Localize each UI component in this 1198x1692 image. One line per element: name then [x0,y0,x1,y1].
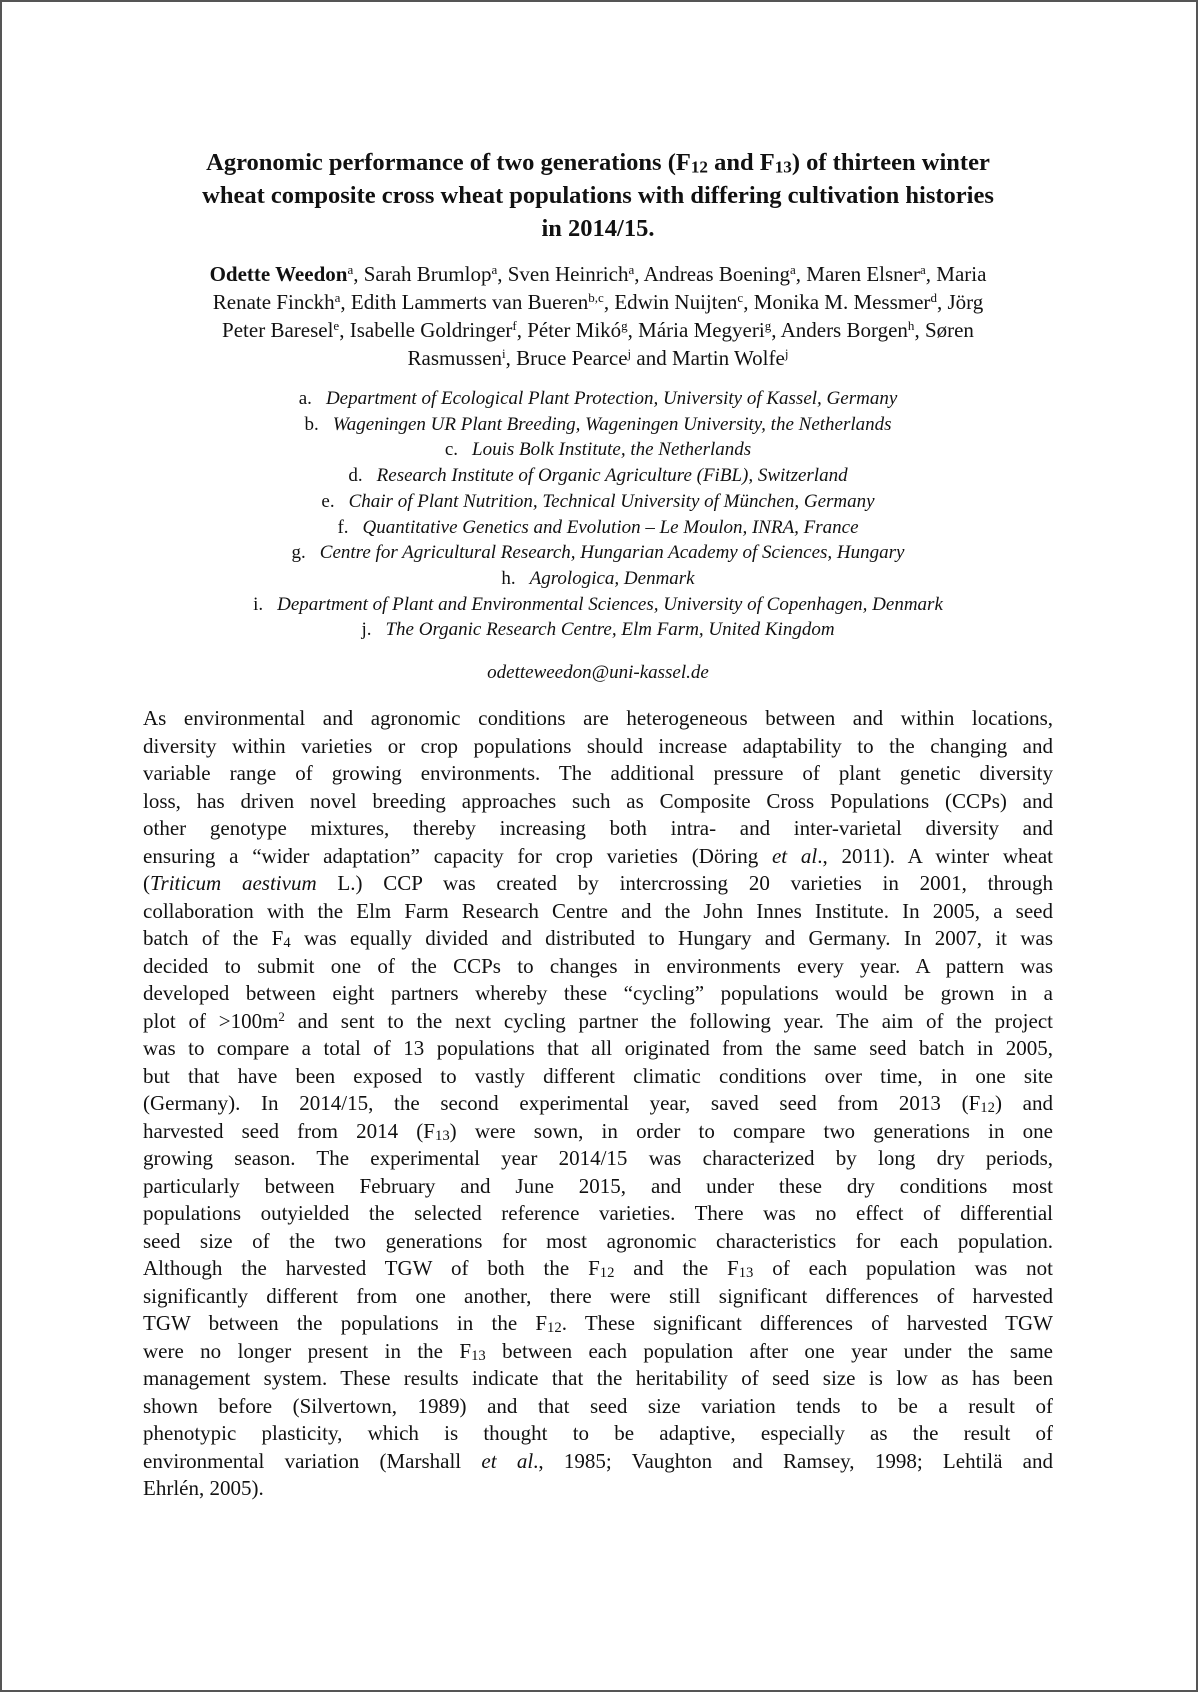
abstract-text: ., 2011). A winter wheat [817,843,1053,868]
abstract-text: environmental variation (Marshall [143,1448,482,1473]
affiliation-letter: e. [321,490,335,512]
abstract-subscript: 12 [980,1100,995,1117]
author-affiliation: a [334,289,341,305]
abstract-line: management system. These results indicate that the heritability of seed size is low as has been [143,1366,1053,1391]
author-affiliation: a [789,261,796,277]
abstract-line: loss, has driven novel breeding approaches such as Composite Cross Populations (CCPs) and [143,788,1053,813]
affiliation-item [143,515,1053,541]
affiliation-letter: c. [444,439,458,461]
author-affiliation: j [784,345,789,361]
abstract-line: developed between eight partners whereby these “cycling” populations would be grown in a [143,981,1053,1006]
title-text: ) of thirteen winter [791,149,990,176]
paper-page [143,146,1053,1503]
affiliation-letter: i. [253,593,264,615]
abstract-line [143,925,1053,953]
author-name: Mária Megyeri [638,318,765,342]
abstract-text: and the F [614,1256,739,1281]
author-affiliation: i [502,345,506,361]
abstract-text: of each population was not [753,1256,1054,1281]
author-affiliation: a [347,261,354,277]
abstract-line [143,1338,1053,1366]
affiliation-letter: f. [337,516,349,538]
affiliation-item [143,463,1053,489]
author-affiliation: h [907,317,915,333]
abstract-text: ., 1985; Vaughton and Ramsey, 1998; Lehtilä and [533,1448,1053,1473]
title-line-2: wheat composite cross wheat populations with differing cultivation histories [202,182,994,209]
author-name-part: Maria [936,262,987,286]
affiliation-item [143,592,1053,618]
abstract-text: Although the harvested TGW of both the F [143,1256,600,1281]
affiliation-letter: b. [304,413,319,435]
abstract-subscript: 13 [471,1347,486,1364]
affiliation-item [143,566,1053,592]
author-name: Isabelle Goldringer [349,318,513,342]
abstract-text: was equally divided and distributed to Hungary and Germany. In 2007, it was [290,926,1053,951]
author-conjunction: and [636,346,667,370]
abstract-text: harvested seed from 2014 (F [143,1118,435,1143]
author-affiliation: c [737,289,744,305]
author-name: Bruce Pearce [516,346,628,370]
affiliation-name: Quantitative Genetics and Evolution – Le Moulon, INRA, France [362,516,859,538]
author-name-part: Rasmussen [407,346,503,370]
abstract-italic: et al [481,1448,534,1473]
abstract-italic: Triticum aestivum [150,871,317,896]
abstract-line: was to compare a total of 13 populations that all originated from the same seed batch in 2005, [143,1036,1053,1061]
abstract-subscript: 13 [434,1127,450,1144]
affiliation-name: Department of Ecological Plant Protection, University of Kassel, Germany [325,388,898,409]
abstract-line [143,1255,1053,1283]
abstract-line [143,1090,1053,1118]
author-name: Edith Lammerts van Bueren [350,290,589,314]
author-affiliation: a [919,261,926,277]
affiliation-letter: g. [291,542,306,564]
abstract-line: variable range of growing environments. The additional pressure of plant genetic diversity [143,761,1053,786]
affiliation-letter: d. [348,465,363,487]
abstract-text: were no longer present in the F [143,1338,472,1363]
author-line-3: Peter Baresel$^e$, Isabelle Goldringer$^f$, Péter Mikó$^g$, Mária Megyeri$^g$, Anders Borgen$^h$, Søren [222,317,974,342]
abstract-text: plot of >100m [143,1008,279,1033]
abstract-text: TGW between the populations in the F [143,1311,548,1336]
author-list [143,260,1053,372]
author-name: Edwin Nuijten [614,290,738,314]
author-name-part: Jörg [947,290,984,314]
author-affiliation: a [628,261,635,277]
abstract-text: (Germany). In 2014/15, the second experimental year, saved seed from 2013 (F [143,1091,981,1116]
author-line-1: Odette Weedon$^a$, Sarah Brumlop$^a$, Sven Heinrich$^a$, Andreas Boening$^a$, Maren Elsner$^a$, Maria [209,261,987,286]
affiliation-name: Wageningen UR Plant Breeding, Wageningen University, the Netherlands [332,413,892,435]
affiliation-item [143,437,1053,463]
author-line-2: Renate Finckh$^a$, Edith Lammerts van Bueren$^{b,c}$, Edwin Nuijten$^c$, Monika M. Messmer$^d$, Jörg [212,289,984,314]
author-affiliation: e [333,317,340,333]
abstract-line: but that have been exposed to vastly different climatic conditions over time, in one site [143,1063,1053,1088]
affiliation-name: Centre for Agricultural Research, Hungarian Academy of Sciences, Hungary [319,542,905,564]
abstract-line [143,843,1053,871]
abstract-subscript: 4 [283,935,291,952]
abstract-line: seed size of the two generations for most agronomic characteristics for each population. [143,1228,1053,1253]
abstract-line: As environmental and agronomic conditions are heterogeneous between and within locations, [143,706,1053,731]
abstract-text: L.) CCP was created by intercrossing 20 varieties in 2001, through [316,871,1053,896]
author-name: Sarah Brumlop [363,262,492,286]
author-affiliation: g [621,317,628,333]
author-affiliation: a [491,261,498,277]
abstract-line: populations outyielded the selected reference varieties. There was no effect of differential [143,1201,1053,1226]
author-affiliation: d [930,289,937,305]
author-name: Andreas Boening [643,262,790,286]
affiliation-item [143,540,1053,566]
abstract-line: collaboration with the Elm Farm Research Centre and the John Innes Institute. In 2005, a seed [143,898,1053,923]
affiliation-name: Research Institute of Organic Agriculture (FiBL), Switzerland [376,465,848,487]
author-name-part: Renate Finckh [212,290,335,314]
abstract-text: between each population after one year under the same [485,1338,1053,1363]
title-text: Agronomic performance of two generations (F [206,149,691,176]
affiliation-item [143,489,1053,515]
abstract-line [143,1310,1053,1338]
affiliation-item [143,386,1053,412]
affiliation-letter: j. [361,619,372,641]
author-name: Martin Wolfe [671,346,785,370]
abstract-line [143,1118,1053,1146]
abstract-line: particularly between February and June 2015, and under these dry conditions most [143,1173,1053,1198]
affiliation-list [143,386,1053,643]
author-name: Anders Borgen [780,318,908,342]
author-affiliation: f [512,317,517,333]
title-line-1 [143,146,1053,179]
author-affiliation: b,c [588,289,604,305]
author-line-4: Rasmussen$^i$, Bruce Pearce$^j$ and Martin Wolfe$^j$ [407,345,789,370]
title-text: and F [707,149,775,176]
affiliation-name: The Organic Research Centre, Elm Farm, United Kingdom [385,619,835,641]
abstract-text: ) were sown, in order to compare two generations in one [449,1118,1053,1143]
contact-email[interactable]: odetteweedon@uni-kassel.de [487,662,709,684]
abstract-line [143,1448,1053,1476]
paper-title [143,146,1053,245]
affiliation-letter: h. [501,567,516,589]
abstract-text: ) and [994,1091,1053,1116]
title-line-3: in 2014/15. [541,215,655,242]
affiliation-name: Department of Plant and Environmental Sciences, University of Copenhagen, Denmark [277,593,943,615]
author-name: Monika M. Messmer [753,290,931,314]
author-name: Sven Heinrich [507,262,629,286]
abstract-text: batch of the F [143,926,284,951]
affiliation-name: Chair of Plant Nutrition, Technical University of München, Germany [348,490,875,512]
abstract-line: growing season. The experimental year 2014/15 was characterized by long dry periods, [143,1146,1053,1171]
abstract-text: and sent to the next cycling partner the following year. The aim of the project [284,1008,1053,1033]
author-name: Maren Elsner [806,262,920,286]
abstract-line: phenotypic plasticity, which is thought to be adaptive, especially as the result of [143,1421,1053,1446]
affiliation-letter: a. [298,388,312,409]
abstract-text: . These significant differences of harvested TGW [561,1311,1054,1336]
abstract-line [143,1008,1053,1036]
abstract-line: diversity within varieties or crop populations should increase adaptability to the changing and [143,733,1053,758]
affiliation-name: Louis Bolk Institute, the Netherlands [472,439,752,461]
author-name-part: Peter Baresel [222,318,334,342]
abstract-subscript: 13 [738,1265,754,1282]
author-affiliation: g [764,317,772,333]
abstract-line: significantly different from one another, there were still significant differences of harvested [143,1283,1053,1308]
affiliation-name: Agrologica, Denmark [529,567,695,589]
author-affiliation: j [627,345,632,361]
author-name: Péter Mikó [527,318,622,342]
abstract-line: shown before (Silvertown, 1989) and that seed size variation tends to be a result of [143,1393,1053,1418]
affiliation-item [143,412,1053,438]
title-subscript: 12 [690,157,708,177]
abstract-subscript: 12 [599,1265,615,1282]
title-subscript: 13 [774,157,792,177]
abstract-superscript: 2 [278,1008,285,1024]
abstract-text: ( [143,871,150,896]
affiliation-item [143,617,1053,643]
abstract-subscript: 12 [547,1320,562,1337]
abstract-line: Ehrlén, 2005). [143,1476,264,1501]
abstract-line: other genotype mixtures, thereby increasing both intra- and inter-varietal diversity and [143,816,1053,841]
abstract-paragraph [143,705,1053,1503]
abstract-text: ensuring a “wider adaptation” capacity for crop varieties (Döring [143,843,772,868]
author-name-part: Søren [924,318,974,342]
author-name: Odette Weedon [209,262,348,286]
abstract-italic: et al [771,843,818,868]
abstract-line [143,870,1053,898]
abstract-line: decided to submit one of the CCPs to changes in environments every year. A pattern was [143,953,1053,978]
